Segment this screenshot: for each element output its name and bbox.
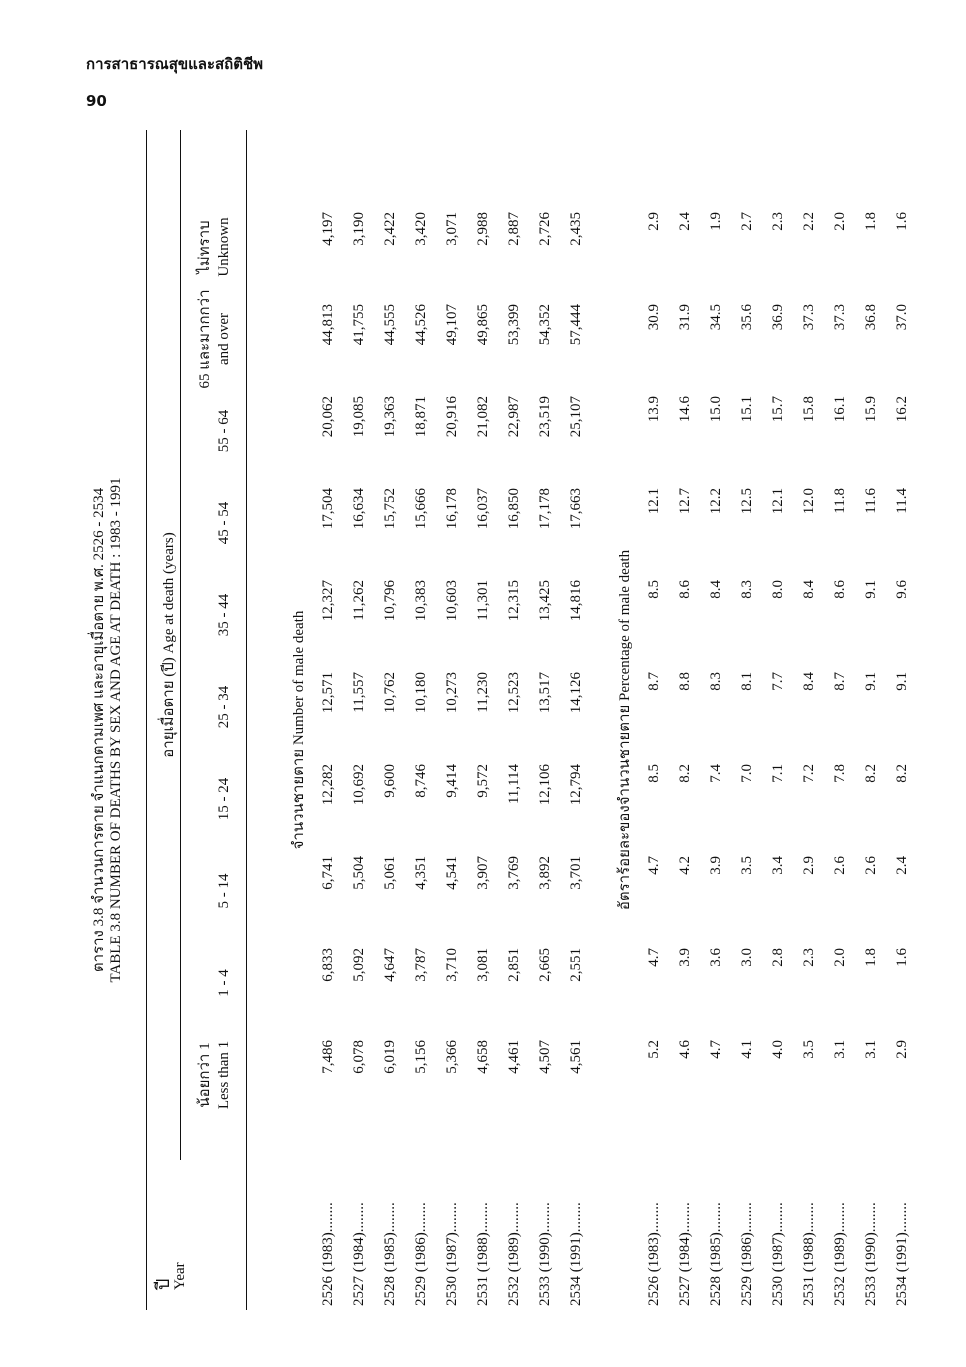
table-cell: 20,062 xyxy=(320,396,336,438)
table-cell: 5,504 xyxy=(351,856,367,890)
row-year-label: 2529 (1986)........ xyxy=(413,1202,429,1306)
table-cell: 9,414 xyxy=(444,764,460,798)
table-cell: 2,551 xyxy=(568,948,584,982)
table-cell: 11,114 xyxy=(506,764,522,805)
table-cell: 2.2 xyxy=(801,212,817,231)
table-cell: 37.3 xyxy=(832,304,848,331)
table-cell: 31.9 xyxy=(677,304,693,331)
table-cell: 13.9 xyxy=(646,396,662,423)
table-cell: 12.5 xyxy=(739,488,755,515)
table-title-thai: ตาราง 3.8 จำนวนการตาย จำแนกตามเพศ และอายุเมื่อตาย พ.ศ. 2526 - 2534 xyxy=(91,487,107,973)
table-cell: 36.8 xyxy=(863,304,879,331)
table-cell: 7.2 xyxy=(801,764,817,783)
table-cell: 2.4 xyxy=(894,856,910,875)
table-cell: 16,850 xyxy=(506,488,522,530)
table-cell: 9,572 xyxy=(475,764,491,798)
table-cell: 49,107 xyxy=(444,304,460,346)
table-cell: 17,663 xyxy=(568,488,584,530)
table-cell: 8.6 xyxy=(832,580,848,599)
table-cell: 4,351 xyxy=(413,856,429,890)
table-cell: 11.6 xyxy=(863,488,879,514)
table-cell: 7.8 xyxy=(832,764,848,783)
table-cell: 8.5 xyxy=(646,764,662,783)
table-cell: 3.1 xyxy=(832,1040,848,1059)
table-cell: 3,769 xyxy=(506,856,522,890)
page-header xyxy=(86,52,263,110)
table-cell: 8.4 xyxy=(801,672,817,691)
table-cell: 11,557 xyxy=(351,672,367,713)
table-cell: 3,701 xyxy=(568,856,584,890)
table-cell: 3.6 xyxy=(708,948,724,967)
column-header-english: 45 - 54 xyxy=(216,501,232,545)
table-cell: 5,061 xyxy=(382,856,398,890)
table-title-english: TABLE 3.8 NUMBER OF DEATHS BY SEX AND AGE AT DEATH : 1983 - 1991 xyxy=(108,477,124,983)
table-cell: 6,741 xyxy=(320,856,336,890)
row-year-label: 2529 (1986)........ xyxy=(739,1202,755,1306)
table-cell: 2.0 xyxy=(832,212,848,231)
table-cell: 44,526 xyxy=(413,304,429,346)
table-cell: 12,106 xyxy=(537,764,553,806)
column-header-thai: 65 และมากกว่า xyxy=(197,289,213,389)
table-cell: 10,383 xyxy=(413,580,429,622)
table-cell: 3.9 xyxy=(708,856,724,875)
table-cell: 23,519 xyxy=(537,396,553,438)
table-cell: 2,665 xyxy=(537,948,553,982)
table-cell: 10,273 xyxy=(444,672,460,714)
rotated-table xyxy=(60,130,930,1330)
row-year-label: 2534 (1991)........ xyxy=(568,1202,584,1306)
table-cell: 4,658 xyxy=(475,1040,491,1074)
table-cell: 11,301 xyxy=(475,580,491,621)
table-cell: 8,746 xyxy=(413,764,429,798)
table-cell: 7.1 xyxy=(770,764,786,783)
table-cell: 1.6 xyxy=(894,948,910,967)
table-cell: 11,230 xyxy=(475,672,491,713)
table-cell: 21,082 xyxy=(475,396,491,438)
table-cell: 10,692 xyxy=(351,764,367,806)
column-header-english: 5 - 14 xyxy=(216,873,232,909)
table-cell: 2.3 xyxy=(770,212,786,231)
table-cell: 44,555 xyxy=(382,304,398,346)
table-cell: 15,666 xyxy=(413,488,429,530)
table-cell: 2,422 xyxy=(382,212,398,246)
table-cell: 11,262 xyxy=(351,580,367,621)
table-cell: 2.0 xyxy=(832,948,848,967)
row-year-label: 2530 (1987)........ xyxy=(444,1202,460,1306)
table-cell: 17,178 xyxy=(537,488,553,530)
table-cell: 2.9 xyxy=(894,1040,910,1059)
year-header-thai: ปี xyxy=(153,1278,173,1290)
table-cell: 9.1 xyxy=(894,672,910,691)
table-cell: 7,486 xyxy=(320,1040,336,1074)
table-cell: 20,916 xyxy=(444,396,460,438)
table-cell: 16,037 xyxy=(475,488,491,530)
table-cell: 3.4 xyxy=(770,856,786,875)
table-cell: 8.4 xyxy=(801,580,817,599)
column-header-english: 35 - 44 xyxy=(216,593,232,637)
table-cell: 8.8 xyxy=(677,672,693,691)
table-cell: 2,726 xyxy=(537,212,553,246)
table-cell: 2.3 xyxy=(801,948,817,967)
table-cell: 2.7 xyxy=(739,212,755,231)
table-cell: 5.2 xyxy=(646,1040,662,1059)
table-cell: 2.6 xyxy=(863,856,879,875)
table-cell: 3,787 xyxy=(413,948,429,982)
table-cell: 1.6 xyxy=(894,212,910,231)
row-year-label: 2533 (1990)........ xyxy=(863,1202,879,1306)
table-cell: 17,504 xyxy=(320,488,336,530)
header-bottom-rule xyxy=(246,130,247,1310)
table-cell: 8.3 xyxy=(739,580,755,599)
table-cell: 7.0 xyxy=(739,764,755,783)
table-cell: 2.9 xyxy=(801,856,817,875)
table-cell: 41,755 xyxy=(351,304,367,346)
table-cell: 4.1 xyxy=(739,1040,755,1059)
table-cell: 3,420 xyxy=(413,212,429,246)
table-cell: 14,816 xyxy=(568,580,584,622)
table-cell: 8.2 xyxy=(677,764,693,783)
table-cell: 4,561 xyxy=(568,1040,584,1074)
table-cell: 12.2 xyxy=(708,488,724,515)
table-cell: 2,988 xyxy=(475,212,491,246)
table-cell: 5,366 xyxy=(444,1040,460,1074)
row-year-label: 2532 (1989)........ xyxy=(506,1202,522,1306)
page-header-title: การสาธารณสุขและสถิติชีพ xyxy=(86,55,264,73)
table-cell: 6,019 xyxy=(382,1040,398,1074)
table-cell: 1.8 xyxy=(863,948,879,967)
table-cell: 11.4 xyxy=(894,488,910,514)
table-cell: 12,327 xyxy=(320,580,336,622)
table-cell: 2,851 xyxy=(506,948,522,982)
column-header-english: Unknown xyxy=(216,217,232,277)
table-cell: 3,190 xyxy=(351,212,367,246)
table-cell: 1.8 xyxy=(863,212,879,231)
table-cell: 12,523 xyxy=(506,672,522,714)
table-cell: 4,507 xyxy=(537,1040,553,1074)
table-cell: 4.6 xyxy=(677,1040,693,1059)
table-cell: 7.4 xyxy=(708,764,724,783)
row-year-label: 2531 (1988)........ xyxy=(801,1202,817,1306)
table-cell: 2,435 xyxy=(568,212,584,246)
table-top-rule xyxy=(146,130,147,1310)
row-year-label: 2531 (1988)........ xyxy=(475,1202,491,1306)
table-cell: 4,541 xyxy=(444,856,460,890)
table-cell: 12.1 xyxy=(646,488,662,515)
table-cell: 8.4 xyxy=(708,580,724,599)
column-header-thai: น้อยกว่า 1 xyxy=(197,1042,213,1108)
table-cell: 4.7 xyxy=(646,948,662,967)
row-year-label: 2527 (1984)........ xyxy=(351,1202,367,1306)
table-cell: 18,871 xyxy=(413,396,429,438)
row-year-label: 2532 (1989)........ xyxy=(832,1202,848,1306)
table-cell: 15.1 xyxy=(739,396,755,423)
table-cell: 3,892 xyxy=(537,856,553,890)
table-cell: 2.9 xyxy=(646,212,662,231)
section-label-percentage: อัตราร้อยละของจำนวนชายตาย Percentage of male death xyxy=(617,549,633,911)
table-cell: 13,517 xyxy=(537,672,553,714)
section-label-number: จำนวนชายตาย Number of male death xyxy=(291,610,307,850)
table-cell: 19,085 xyxy=(351,396,367,438)
table-cell: 37.3 xyxy=(801,304,817,331)
table-cell: 15.9 xyxy=(863,396,879,423)
table-cell: 3.5 xyxy=(801,1040,817,1059)
table-cell: 49,865 xyxy=(475,304,491,346)
table-cell: 53,399 xyxy=(506,304,522,346)
table-cell: 3,710 xyxy=(444,948,460,982)
table-cell: 8.7 xyxy=(832,672,848,691)
table-cell: 10,796 xyxy=(382,580,398,622)
column-header-english: and over xyxy=(216,312,232,366)
table-cell: 8.5 xyxy=(646,580,662,599)
table-cell: 7.7 xyxy=(770,672,786,691)
table-cell: 10,180 xyxy=(413,672,429,714)
table-cell: 54,352 xyxy=(537,304,553,346)
row-year-label: 2528 (1985)........ xyxy=(382,1202,398,1306)
table-cell: 2.6 xyxy=(832,856,848,875)
table-cell: 12.7 xyxy=(677,488,693,515)
table-cell: 35.6 xyxy=(739,304,755,331)
column-header-english: 55 - 64 xyxy=(216,409,232,453)
row-year-label: 2534 (1991)........ xyxy=(894,1202,910,1306)
row-year-label: 2533 (1990)........ xyxy=(537,1202,553,1306)
table-cell: 5,156 xyxy=(413,1040,429,1074)
table-cell: 6,833 xyxy=(320,948,336,982)
table-cell: 4.0 xyxy=(770,1040,786,1059)
table-cell: 12,794 xyxy=(568,764,584,806)
table-cell: 4.7 xyxy=(708,1040,724,1059)
table-cell: 3,081 xyxy=(475,948,491,982)
table-cell: 6,078 xyxy=(351,1040,367,1074)
table-cell: 9.6 xyxy=(894,580,910,599)
column-header-english: 15 - 24 xyxy=(216,777,232,821)
page-number: 90 xyxy=(86,92,107,110)
table-cell: 37.0 xyxy=(894,304,910,331)
table-cell: 14.6 xyxy=(677,396,693,423)
row-year-label: 2528 (1985)........ xyxy=(708,1202,724,1306)
table-cell: 25,107 xyxy=(568,396,584,438)
table-cell: 44,813 xyxy=(320,304,336,346)
table-cell: 8.6 xyxy=(677,580,693,599)
row-year-label: 2530 (1987)........ xyxy=(770,1202,786,1306)
table-cell: 13,425 xyxy=(537,580,553,622)
column-header-english: 25 - 34 xyxy=(216,685,232,729)
table-cell: 3,907 xyxy=(475,856,491,890)
table-cell: 3.9 xyxy=(677,948,693,967)
table-cell: 2.8 xyxy=(770,948,786,967)
table-cell: 12,315 xyxy=(506,580,522,622)
table-cell: 12.0 xyxy=(801,488,817,515)
table-cell: 22,987 xyxy=(506,396,522,438)
table-cell: 30.9 xyxy=(646,304,662,331)
table-cell: 9.1 xyxy=(863,580,879,599)
table-cell: 14,126 xyxy=(568,672,584,714)
table-cell: 16.1 xyxy=(832,396,848,423)
table-cell: 12,282 xyxy=(320,764,336,806)
table-cell: 9.1 xyxy=(863,672,879,691)
table-cell: 8.1 xyxy=(739,672,755,691)
table-cell: 2.4 xyxy=(677,212,693,231)
table-cell: 16,178 xyxy=(444,488,460,530)
table-cell: 11.8 xyxy=(832,488,848,514)
table-cell: 36.9 xyxy=(770,304,786,331)
table-cell: 19,363 xyxy=(382,396,398,438)
table-cell: 16.2 xyxy=(894,396,910,423)
row-year-label: 2526 (1983)........ xyxy=(320,1202,336,1306)
row-year-label: 2526 (1983)........ xyxy=(646,1202,662,1306)
table-cell: 15.8 xyxy=(801,396,817,423)
table-cell: 8.2 xyxy=(894,764,910,783)
table-cell: 3,071 xyxy=(444,212,460,246)
table-cell: 4,461 xyxy=(506,1040,522,1074)
row-year-label: 2527 (1984)........ xyxy=(677,1202,693,1306)
table-cell: 4,647 xyxy=(382,948,398,982)
year-header-english: Year xyxy=(172,1262,188,1290)
table-cell: 16,634 xyxy=(351,488,367,530)
table-cell: 1.9 xyxy=(708,212,724,231)
table-cell: 15,752 xyxy=(382,488,398,530)
table-cell: 9,600 xyxy=(382,764,398,798)
table-cell: 15.0 xyxy=(708,396,724,423)
table-cell: 12.1 xyxy=(770,488,786,515)
table-cell: 8.7 xyxy=(646,672,662,691)
table-cell: 10,762 xyxy=(382,672,398,714)
table-cell: 5,092 xyxy=(351,948,367,982)
table-cell: 3.5 xyxy=(739,856,755,875)
table-cell: 10,603 xyxy=(444,580,460,622)
table-cell: 15.7 xyxy=(770,396,786,423)
table-cell: 12,571 xyxy=(320,672,336,714)
table-cell: 3.0 xyxy=(739,948,755,967)
table-cell: 34.5 xyxy=(708,304,724,331)
table-cell: 8.0 xyxy=(770,580,786,599)
table-cell: 8.3 xyxy=(708,672,724,691)
column-header-english: Less than 1 xyxy=(216,1040,232,1110)
column-header-thai: ไม่ทราบ xyxy=(197,220,213,274)
age-group-header: อายุเมื่อตาย (ปี) Age at death (years) xyxy=(161,532,177,758)
table-cell: 2,887 xyxy=(506,212,522,246)
column-header-english: 1 - 4 xyxy=(216,969,232,997)
age-group-rule xyxy=(180,130,181,1160)
table-cell: 8.2 xyxy=(863,764,879,783)
table-cell: 4.7 xyxy=(646,856,662,875)
table-cell: 57,444 xyxy=(568,304,584,346)
table-cell: 3.1 xyxy=(863,1040,879,1059)
table-cell: 4.2 xyxy=(677,856,693,875)
table-cell: 4,197 xyxy=(320,212,336,246)
